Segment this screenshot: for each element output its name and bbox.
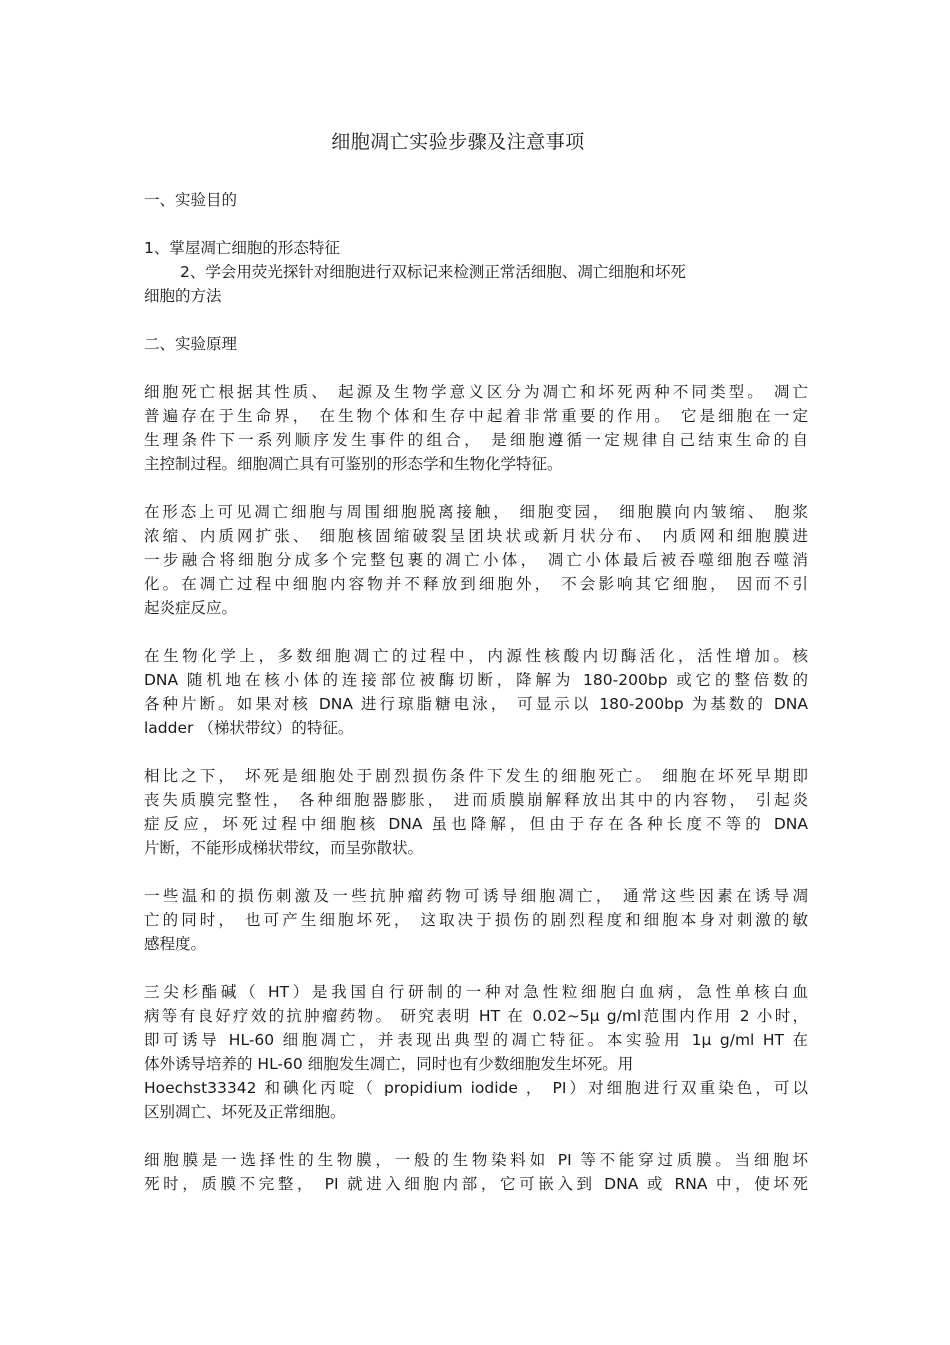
paragraph-line: ladder （梯状带纹）的特征。 (144, 719, 354, 737)
purpose-list (144, 236, 808, 308)
paragraph-line: 细胞死亡根据其性质、 起源及生物学意义区分为凋亡和坏死两种不同类型。 凋亡 (144, 383, 808, 401)
paragraph-line: 起炎症反应。 (144, 599, 238, 617)
document-body (144, 188, 808, 1196)
paragraph-line: 症反应，坏死过程中细胞核 DNA 虽也降解，但由于存在各种长度不等的 DNA (144, 815, 808, 833)
paragraph-line: 区别凋亡、坏死及正常细胞。 (144, 1103, 346, 1121)
section-heading-purpose (144, 188, 808, 212)
paragraph-line: DNA 随机地在核小体的连接部位被酶切断，降解为 180-200bp 或它的整倍数的 (144, 671, 808, 689)
paragraph-line: Hoechst33342 和碘化丙啶（ propidium iodide ， PI）对细胞进行双重染色，可以 (144, 1079, 808, 1097)
paragraph-line: 体外诱导培养的 HL-60 细胞发生凋亡，同时也有少数细胞发生坏死。用 (144, 1055, 634, 1073)
paragraph-line: 三尖杉酯碱（ HT）是我国自行研制的一种对急性粒细胞白血病，急性单核白血 (144, 983, 808, 1001)
paragraph-line: 一些温和的损伤刺激及一些抗肿瘤药物可诱导细胞凋亡， 通常这些因素在诱导凋 (144, 887, 808, 905)
heading-text: 二、实验原理 (144, 335, 238, 353)
list-item-continuation: 细胞的方法 (144, 287, 222, 305)
paragraph-line: 细胞膜是一选择性的生物膜，一般的生物染料如 PI 等不能穿过质膜。当细胞坏 (144, 1151, 808, 1169)
paragraph-line: 亡的同时， 也可产生细胞坏死， 这取决于损伤的剧烈程度和细胞本身对刺激的敏 (144, 911, 808, 929)
paragraph-line: 主控制过程。细胞凋亡具有可鉴别的形态学和生物化学特征。 (144, 455, 563, 473)
paragraph-2 (144, 500, 808, 620)
paragraph-7 (144, 1148, 808, 1196)
paragraph-line: 即可诱导 HL-60 细胞凋亡，并表现出典型的凋亡特征。本实验用 1μ g/ml HT 在 (144, 1031, 808, 1049)
paragraph-4 (144, 764, 808, 860)
section-heading-principle (144, 332, 808, 356)
paragraph-line: 普遍存在于生命界， 在生物个体和生存中起着非常重要的作用。 它是细胞在一定 (144, 407, 808, 425)
paragraph-line: 死时，质膜不完整， PI 就进入细胞内部，它可嵌入到 DNA 或 RNA 中，使坏死 (144, 1175, 808, 1193)
paragraph-5 (144, 884, 808, 956)
paragraph-3 (144, 644, 808, 740)
list-item: 1、掌屋凋亡细胞的形态特征 (144, 239, 340, 257)
paragraph-line: 各种片断。如果对核 DNA 进行琼脂糖电泳， 可显示以 180-200bp 为基数的 DNA (144, 695, 808, 713)
paragraph-1 (144, 380, 808, 476)
paragraph-line: 在形态上可见凋亡细胞与周围细胞脱离接触， 细胞变园， 细胞膜向内皱缩、 胞浆 (144, 503, 808, 521)
paragraph-6 (144, 980, 808, 1124)
paragraph-line: 丧失质膜完整性， 各种细胞器膨胀， 进而质膜崩解释放出其中的内容物， 引起炎 (144, 791, 808, 809)
paragraph-line: 片断，不能形成梯状带纹，而呈弥散状。 (144, 839, 424, 857)
paragraph-line: 在生物化学上，多数细胞凋亡的过程中，内源性核酸内切酶活化，活性增加。核 (144, 647, 808, 665)
paragraph-line: 病等有良好疗效的抗肿瘤药物。 研究表明 HT 在 0.02~5μ g/ml范围内作用 2 小时， (144, 1007, 808, 1025)
paragraph-line: 相比之下， 坏死是细胞处于剧烈损伤条件下发生的细胞死亡。 细胞在坏死早期即 (144, 767, 808, 785)
paragraph-line: 生理条件下一系列顺序发生事件的组合， 是细胞遵循一定规律自己结束生命的自 (144, 431, 808, 449)
document-title: 细胞凋亡实验步骤及注意事项 (331, 131, 585, 153)
paragraph-line: 浓缩、内质网扩张、 细胞核固缩破裂呈团块状或新月状分布、 内质网和细胞膜进 (144, 527, 808, 545)
paragraph-line: 化。在凋亡过程中细胞内容物并不释放到细胞外， 不会影响其它细胞， 因而不引 (144, 575, 808, 593)
paragraph-line: 一步融合将细胞分成多个完整包裹的凋亡小体， 凋亡小体最后被吞噬细胞吞噬消 (144, 551, 808, 569)
heading-text: 一、实验目的 (144, 191, 238, 209)
paragraph-line: 感程度。 (144, 935, 207, 953)
list-item: 2、学会用荧光探针对细胞进行双标记来检测正常活细胞、凋亡细胞和坏死 (180, 263, 686, 281)
